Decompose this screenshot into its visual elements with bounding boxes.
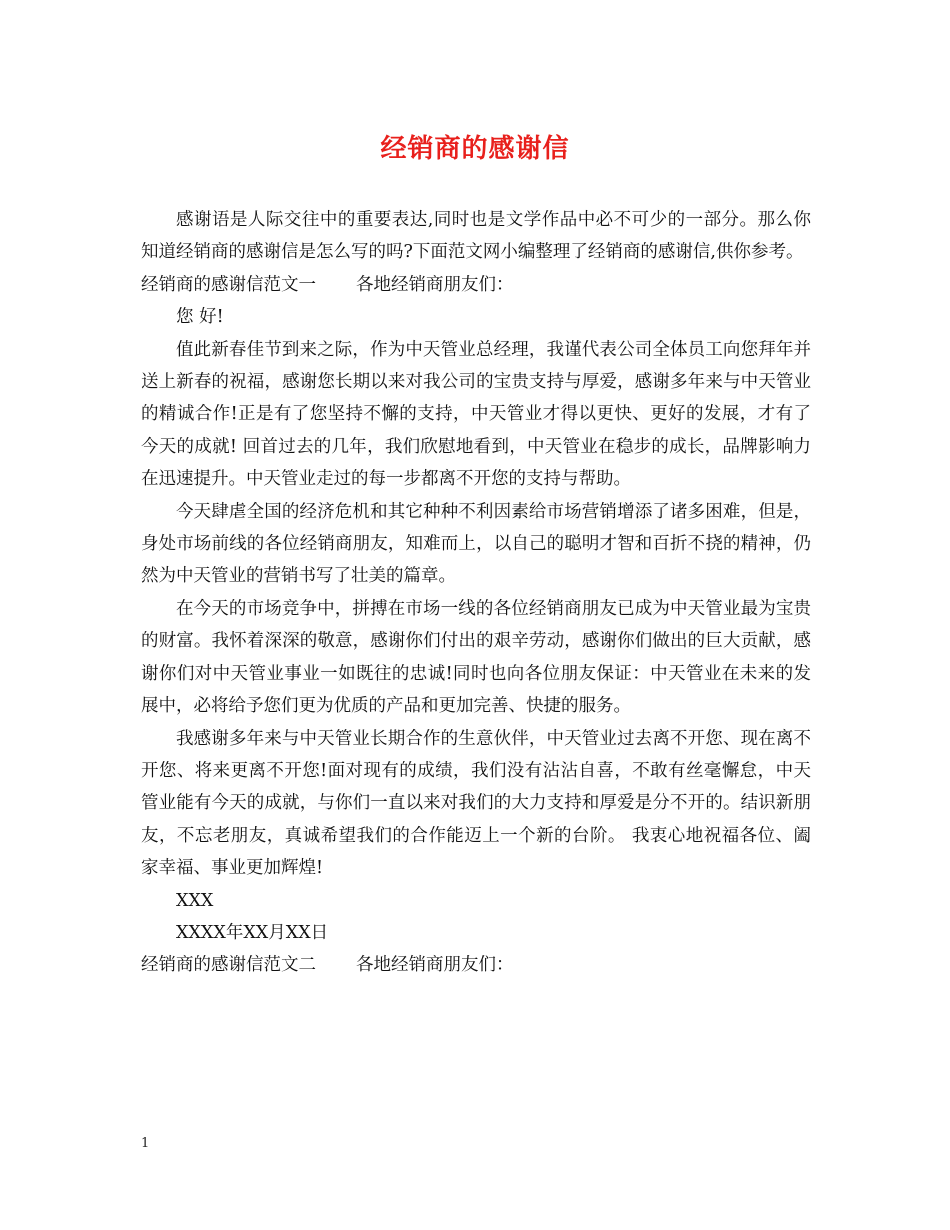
section2-heading: 经销商的感谢信范文二	[141, 955, 316, 976]
section1-salutation: 各地经销商朋友们：	[356, 274, 514, 295]
section1-paragraph-1: 值此新春佳节到来之际，作为中天管业总经理，我谨代表公司全体员工向您拜年并送上新春的祝福，感谢您长期以来对我公司的宝贵支持与厚爱，感谢多年来与中天管业的精诚合作!正是有了您坚持不懈的支持，中天管业才得以更快、更好的发展，才有了今天的成就! 回首过去的几年，我们欣慰地看到，中天管业在稳步的成长，品牌影响力在迅速提升。中天管业走过的每一步都离不开您的支持与帮助。	[141, 339, 811, 490]
section1-paragraph-3: 在今天的市场竞争中，拼搏在市场一线的各位经销商朋友已成为中天管业最为宝贵的财富。我怀着深深的敬意，感谢你们付出的艰辛劳动，感谢你们做出的巨大贡献，感谢你们对中天管业事业一如既往的忠诚!同时也向各位朋友保证：中天管业在未来的发展中，必将给予您们更为优质的产品和更加完善、快捷的服务。	[141, 598, 811, 717]
document-body	[141, 204, 811, 982]
section2-salutation: 各地经销商朋友们：	[356, 955, 514, 976]
section1-date: XXXX年XX月XX日	[176, 922, 329, 943]
intro-paragraph: 感谢语是人际交往中的重要表达,同时也是文学作品中必不可少的一部分。那么你知道经销商的感谢信是怎么写的吗?下面范文网小编整理了经销商的感谢信,供你参考。	[141, 210, 811, 263]
section1-heading: 经销商的感谢信范文一	[141, 274, 316, 295]
section1-paragraph-4: 我感谢多年来与中天管业长期合作的生意伙伴，中天管业过去离不开您、现在离不开您、将来更离不开您!面对现有的成绩，我们没有沾沾自喜，不敢有丝毫懈怠，中天管业能有今天的成就，与你们一直以来对我们的大力支持和厚爱是分不开的。结识新朋友，不忘老朋友，真诚希望我们的合作能迈上一个新的台阶。 我衷心地祝福各位、阖家幸福、事业更加辉煌!	[141, 728, 811, 879]
section1-paragraph-2: 今天肆虐全国的经济危机和其它种种不利因素给市场营销增添了诸多困难，但是，身处市场前线的各位经销商朋友，知难而上，以自己的聪明才智和百折不挠的精神，仍然为中天管业的营销书写了壮美的篇章。	[141, 501, 811, 587]
section2-heading-line	[141, 949, 811, 981]
section1-greeting: 您 好!	[176, 307, 224, 328]
section1-signer: XXX	[176, 890, 214, 911]
section1-heading-line	[141, 269, 811, 301]
document-title: 经销商的感谢信	[380, 134, 570, 164]
page-number: 1	[141, 1136, 150, 1151]
